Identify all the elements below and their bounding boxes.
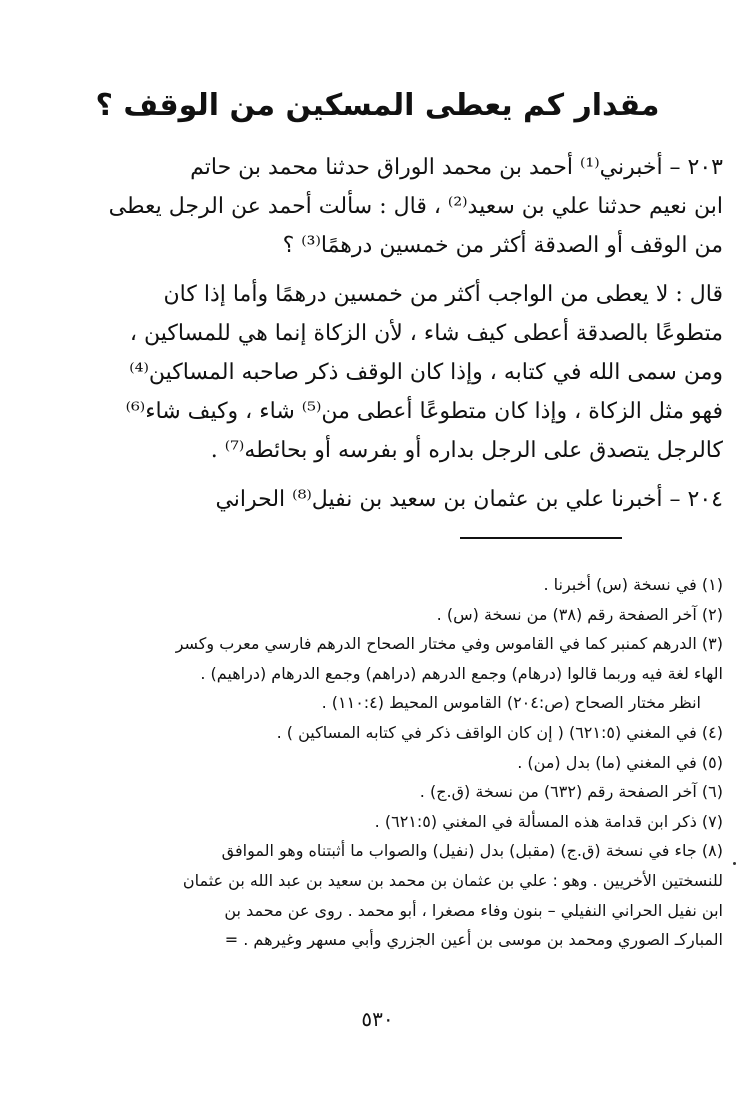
footnote-line: (٢) آخر الصفحة رقم (٣٨) من نسخة (س) . <box>436 604 723 624</box>
footnote-line: (٣) الدرهم كمنبر كما في القاموس وفي مختار الصحاح الدرهم فارسي معرب وكسر <box>175 634 723 654</box>
text-line: ٢٠٣ – أخبرني⁽¹⁾ أحمد بن محمد الوراق حدثنا محمد بن حاتم <box>190 155 723 180</box>
text-line: من الوقف أو الصدقة أكثر من خمسين درهمًا⁽³⁾ ؟ <box>282 233 723 258</box>
footnotes <box>33 570 723 955</box>
text-line: متطوعًا بالصدقة أعطى كيف شاء ، لأن الزكاة إنما هي للمساكين ، <box>129 321 723 346</box>
text-line: ومن سمى الله في كتابه ، وإذا كان الوقف ذكر صاحبه المساكين⁽⁴⁾ <box>129 360 723 385</box>
footnote-line: (٦) آخر الصفحة رقم (٦٣٢) من نسخة (ق.ج) . <box>419 782 723 802</box>
page-number: ٥٣٠ <box>361 1007 394 1031</box>
footnote-line: (٨) جاء في نسخة (ق.ج) (مقبل) بدل (نفيل) والصواب ما أثبتناه وهو الموافق <box>221 841 723 861</box>
footnote-line: (١) في نسخة (س) أخبرنا . <box>543 575 723 594</box>
text-line: فهو مثل الزكاة ، وإذا كان متطوعًا أعطى من⁽⁵⁾ شاء ، وكيف شاء⁽⁶⁾ <box>125 399 723 424</box>
chapter-heading: مقدار كم يعطى المسكين من الوقف ؟ <box>95 88 660 123</box>
footnote-separator <box>460 537 622 539</box>
footnote-line: انظر مختار الصحاح (ص:٢٠٤) القاموس المحيط (١١٠:٤) . <box>321 693 701 713</box>
main-text <box>38 148 723 519</box>
footnote-line: (٥) في المغني (ما) بدل (من) . <box>517 752 723 772</box>
text-line: كالرجل يتصدق على الرجل بداره أو بفرسه أو بحائطه⁽⁷⁾ . <box>210 438 723 463</box>
footnote-line: (٧) ذكر ابن قدامة هذه المسألة في المغني (٦٢١:٥) . <box>374 811 723 831</box>
footnote-line: المباركـ الصوري ومحمد بن موسى بن أعين الجزري وأبي مسهر وغيرهم . = <box>224 930 723 950</box>
text-line: ابن نعيم حدثنا علي بن سعيد⁽²⁾ ، قال : سألت أحمد عن الرجل يعطى <box>108 194 723 219</box>
text-line: قال : لا يعطى من الواجب أكثر من خمسين درهمًا وأما إذا كان <box>163 282 723 307</box>
scan-speck <box>733 862 736 865</box>
text-line: ٢٠٤ – أخبرنا علي بن عثمان بن سعيد بن نفيل⁽⁸⁾ الحراني <box>215 487 723 512</box>
footnote-line: الهاء لغة فيه وربما قالوا (درهام) وجمع الدرهم (دراهم) وجمع الدرهام (دراهيم) . <box>200 663 723 683</box>
footnote-line: للنسختين الأخريين . وهو : علي بن عثمان بن محمد بن سعيد بن عبد الله بن عثمان <box>182 870 723 890</box>
footnote-line: ابن نفيل الحراني النفيلي – بنون وفاء مصغرا ، أبو محمد . روى عن محمد بن <box>224 900 723 920</box>
footnote-line: (٤) في المغني (٦٢١:٥) ( إن كان الواقف ذكر في كتابه المساكين ) . <box>276 722 723 742</box>
